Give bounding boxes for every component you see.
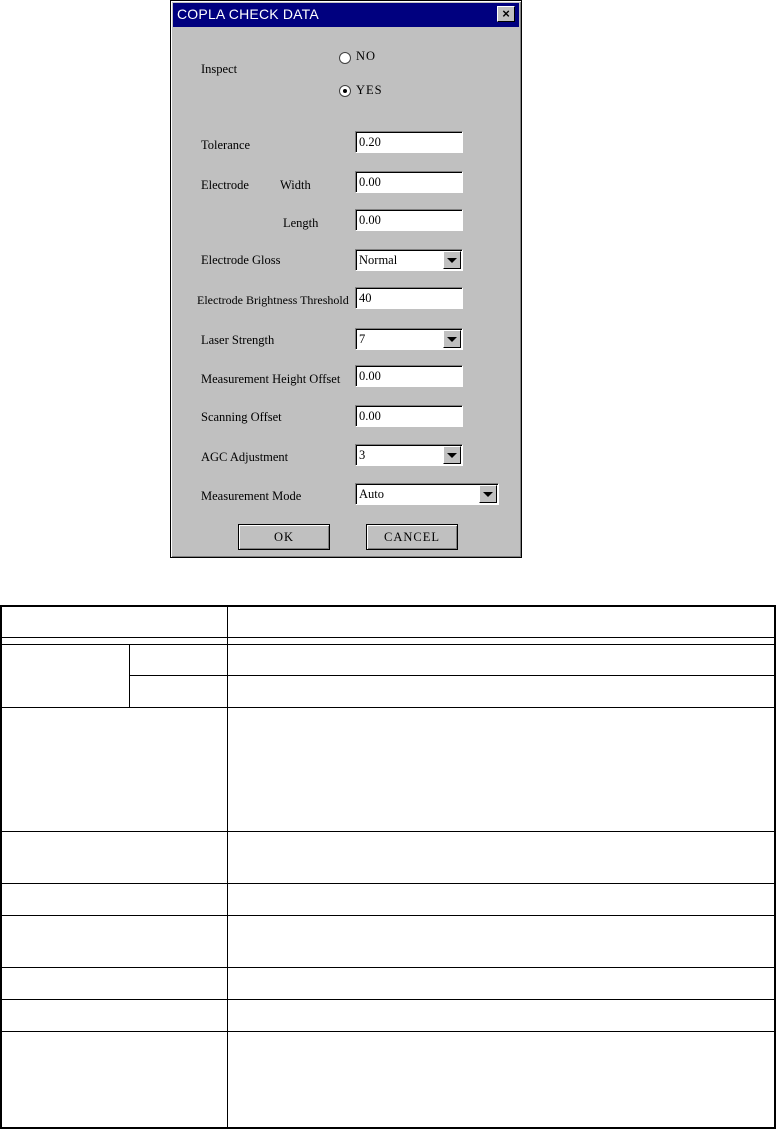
height-offset-label: Measurement Height Offset bbox=[201, 372, 341, 386]
inspect-no-radio[interactable] bbox=[339, 52, 351, 64]
measurement-mode-value: Auto bbox=[359, 487, 384, 501]
tolerance-input[interactable]: 0.20 bbox=[355, 131, 463, 153]
electrode-gloss-label: Electrode Gloss bbox=[201, 253, 281, 267]
table-row-line bbox=[2, 915, 774, 916]
measurement-mode-label: Measurement Mode bbox=[201, 489, 302, 503]
laser-strength-label: Laser Strength bbox=[201, 333, 275, 347]
table-row-line bbox=[2, 637, 774, 638]
chevron-down-icon[interactable] bbox=[443, 330, 461, 348]
tolerance-label: Tolerance bbox=[201, 138, 251, 152]
inspect-yes-label[interactable]: YES bbox=[356, 83, 383, 97]
table-row-line bbox=[2, 1031, 774, 1032]
agc-adjustment-label: AGC Adjustment bbox=[201, 450, 289, 464]
table-row-line bbox=[2, 831, 774, 832]
inspect-label: Inspect bbox=[201, 62, 238, 76]
title-bar[interactable] bbox=[173, 3, 519, 27]
agc-adjustment-select[interactable] bbox=[355, 444, 463, 466]
table-row-line bbox=[2, 999, 774, 1000]
brightness-threshold-label: Electrode Brightness Threshold bbox=[197, 293, 349, 307]
close-icon[interactable]: × bbox=[497, 6, 515, 22]
laser-strength-value: 7 bbox=[359, 332, 366, 346]
table-column-divider bbox=[227, 607, 228, 1127]
chevron-down-icon[interactable] bbox=[443, 446, 461, 464]
copla-check-data-dialog bbox=[170, 0, 522, 558]
brightness-threshold-input[interactable]: 40 bbox=[355, 287, 463, 309]
table-row-line bbox=[2, 644, 774, 645]
chevron-down-icon[interactable] bbox=[479, 485, 497, 503]
table-row-line bbox=[129, 675, 774, 676]
inspect-no-label[interactable]: NO bbox=[356, 49, 377, 63]
cancel-button[interactable]: CANCEL bbox=[366, 524, 458, 550]
electrode-gloss-value: Normal bbox=[359, 253, 398, 267]
laser-strength-select[interactable] bbox=[355, 328, 463, 350]
chevron-down-icon[interactable] bbox=[443, 251, 461, 269]
inspect-yes-radio[interactable] bbox=[339, 85, 351, 97]
width-label: Width bbox=[280, 178, 311, 192]
scanning-offset-label: Scanning Offset bbox=[201, 410, 282, 424]
table-row-line bbox=[2, 967, 774, 968]
dialog-title: COPLA CHECK DATA bbox=[177, 6, 319, 22]
length-label: Length bbox=[283, 216, 319, 230]
table-row-line bbox=[2, 707, 774, 708]
electrode-label: Electrode bbox=[201, 178, 249, 192]
electrode-width-input[interactable]: 0.00 bbox=[355, 171, 463, 193]
electrode-length-input[interactable]: 0.00 bbox=[355, 209, 463, 231]
ok-button[interactable]: OK bbox=[238, 524, 330, 550]
scanning-offset-input[interactable]: 0.00 bbox=[355, 405, 463, 427]
agc-adjustment-value: 3 bbox=[359, 448, 366, 462]
measurement-mode-select[interactable] bbox=[355, 483, 499, 505]
electrode-gloss-select[interactable] bbox=[355, 249, 463, 271]
table-row-line bbox=[2, 883, 774, 884]
parameter-description-table bbox=[0, 605, 776, 1129]
height-offset-input[interactable]: 0.00 bbox=[355, 365, 463, 387]
